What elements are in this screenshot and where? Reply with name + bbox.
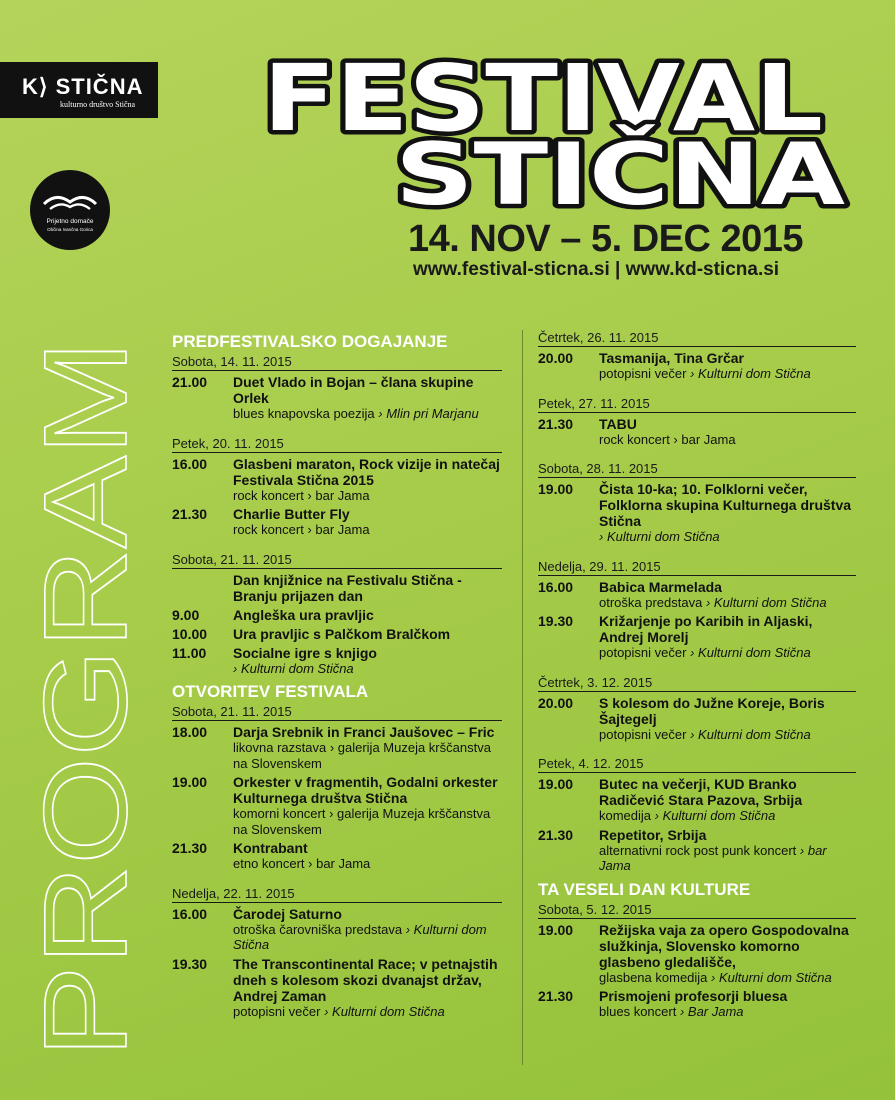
event-row bbox=[538, 579, 856, 611]
event-venue: › Kulturni dom Stična bbox=[711, 969, 832, 985]
day-heading: Petek, 4. 12. 2015 bbox=[538, 756, 856, 773]
event-description bbox=[599, 595, 856, 611]
event-description bbox=[599, 529, 856, 545]
event-body bbox=[233, 774, 502, 837]
event-description bbox=[233, 740, 502, 771]
event-type: blues knapovska poezija bbox=[233, 406, 375, 421]
event-body bbox=[233, 506, 502, 538]
event-type: blues koncert bbox=[599, 1004, 677, 1019]
event-description bbox=[233, 406, 502, 422]
event-title: Repetitor, Srbija bbox=[599, 826, 707, 843]
event-time: 19.30 bbox=[172, 955, 208, 972]
event-row bbox=[172, 724, 502, 771]
event-title: Tasmanija, Tina Grčar bbox=[599, 350, 744, 366]
column-divider bbox=[522, 330, 523, 1065]
event-row bbox=[172, 607, 502, 623]
day-heading: Četrtek, 3. 12. 2015 bbox=[538, 675, 856, 692]
event-body bbox=[599, 579, 856, 611]
program-label-text: PROGRAM bbox=[20, 448, 139, 1058]
event-venue: › Kulturni dom Stična bbox=[654, 808, 776, 823]
event-time: 20.00 bbox=[538, 694, 574, 711]
event-row bbox=[538, 776, 856, 824]
event-description bbox=[599, 808, 856, 824]
event-title: Glasbeni maraton, Rock vizije in natečaj Festivala Stična 2015 bbox=[233, 455, 500, 488]
event-description bbox=[599, 432, 856, 448]
event-time: 9.00 bbox=[172, 606, 200, 623]
event-venue: › Kulturni dom Stična bbox=[705, 594, 827, 610]
event-title: Čista 10-ka; 10. Folklorni večer, Folklorna skupina Kulturnega društva Stična bbox=[599, 481, 852, 529]
day-heading: Petek, 20. 11. 2015 bbox=[172, 436, 502, 453]
event-body bbox=[233, 626, 502, 642]
event-type: potopisni večer bbox=[599, 645, 687, 660]
event-body bbox=[233, 956, 502, 1020]
event-row bbox=[172, 626, 502, 642]
event-time: 21.00 bbox=[172, 374, 208, 390]
event-type: komorni koncert › galerija Muzeja krščanstva na Slovenskem bbox=[233, 806, 491, 837]
event-type: etno koncert › bar Jama bbox=[233, 856, 371, 871]
event-type: komedija bbox=[599, 808, 652, 823]
event-time: 16.00 bbox=[538, 578, 574, 595]
event-time bbox=[172, 572, 233, 604]
event-venue: › Mlin pri Marjanu bbox=[378, 406, 479, 421]
event-title: Babica Marmelada bbox=[599, 578, 722, 595]
event-row bbox=[172, 906, 502, 953]
festival-dates: 14. NOV – 5. DEC 2015 bbox=[408, 218, 804, 260]
event-row bbox=[172, 456, 502, 504]
event-title: S kolesom do Južne Koreje, Boris Šajtegelj bbox=[599, 694, 825, 727]
event-row bbox=[538, 613, 856, 661]
event-body bbox=[599, 922, 856, 986]
event-venue: › Kulturni dom Stična bbox=[690, 726, 811, 742]
event-time: 10.00 bbox=[172, 625, 208, 642]
round-logo-line2: Občina Ivančna Gorica bbox=[47, 227, 93, 232]
event-title: TABU bbox=[599, 415, 637, 432]
event-body bbox=[599, 613, 856, 661]
prijetno-domace-logo bbox=[30, 170, 110, 250]
event-time: 19.00 bbox=[172, 774, 208, 790]
event-title: Prismojeni profesorji bluesa bbox=[599, 988, 788, 1004]
event-description bbox=[233, 522, 502, 538]
event-time: 11.00 bbox=[172, 644, 207, 661]
event-title: Darja Srebnik in Franci Jaušovec – Fric bbox=[233, 724, 495, 740]
event-body bbox=[599, 776, 856, 824]
event-description bbox=[599, 727, 856, 743]
event-description bbox=[599, 645, 856, 661]
event-description bbox=[233, 488, 502, 504]
event-time: 20.00 bbox=[538, 350, 574, 366]
event-title: Charlie Butter Fly bbox=[233, 506, 350, 522]
event-description bbox=[599, 843, 856, 874]
section-heading: PREDFESTIVALSKO DOGAJANJE bbox=[172, 332, 448, 351]
event-title: Angleška ura pravljic bbox=[233, 606, 374, 623]
event-time: 19.00 bbox=[538, 921, 574, 938]
event-body bbox=[233, 607, 502, 623]
event-title: Socialne igre s knjigo bbox=[233, 644, 377, 661]
event-body bbox=[599, 350, 856, 382]
event-time: 19.00 bbox=[538, 481, 574, 497]
event-row bbox=[538, 827, 856, 874]
event-title: Križarjenje po Karibih in Aljaski, Andrej Morelj bbox=[599, 613, 813, 645]
event-description bbox=[599, 366, 856, 382]
event-type: rock koncert › bar Jama bbox=[233, 487, 370, 503]
event-time: 19.00 bbox=[538, 776, 574, 792]
event-row bbox=[538, 350, 856, 382]
event-time: 21.30 bbox=[172, 506, 208, 522]
event-title: Butec na večerji, KUD Branko Radičević Stara Pazova, Srbija bbox=[599, 776, 803, 808]
day-heading: Sobota, 14. 11. 2015 bbox=[172, 354, 502, 371]
event-row bbox=[172, 645, 502, 677]
event-body bbox=[233, 456, 502, 504]
program-right-column bbox=[538, 330, 856, 1020]
event-type: otroška čarovniška predstava bbox=[233, 921, 403, 937]
event-venue: › Kulturni dom Stična bbox=[233, 660, 354, 676]
event-row bbox=[538, 416, 856, 448]
day-heading: Četrtek, 26. 11. 2015 bbox=[538, 330, 856, 347]
event-type: rock koncert › bar Jama bbox=[599, 431, 736, 447]
bird-wave-icon bbox=[42, 190, 98, 212]
event-title: Ura pravljic s Palčkom Bralčkom bbox=[233, 625, 451, 642]
event-description bbox=[599, 970, 856, 986]
event-time: 21.30 bbox=[172, 840, 208, 856]
event-venue: › bar Jama bbox=[599, 842, 827, 873]
event-venue: › Bar Jama bbox=[679, 1004, 744, 1019]
day-heading: Petek, 27. 11. 2015 bbox=[538, 396, 856, 413]
day-heading: Nedelja, 22. 11. 2015 bbox=[172, 886, 502, 903]
kd-logo-title: K⟩ STIČNA bbox=[22, 74, 144, 99]
day-heading: Sobota, 21. 11. 2015 bbox=[172, 552, 502, 569]
event-row bbox=[538, 922, 856, 986]
event-row bbox=[172, 956, 502, 1020]
event-body bbox=[599, 481, 856, 545]
section-heading: TA VESELI DAN KULTURE bbox=[538, 879, 751, 899]
event-venue: › Kulturni dom Stična bbox=[690, 645, 811, 660]
festival-websites: www.festival-sticna.si | www.kd-sticna.si bbox=[413, 259, 780, 280]
event-type: potopisni večer bbox=[599, 726, 687, 742]
event-row bbox=[538, 695, 856, 743]
event-type: potopisni večer bbox=[599, 366, 687, 381]
event-time: 19.30 bbox=[538, 613, 574, 629]
event-venue: › Kulturni dom Stična bbox=[599, 529, 720, 544]
event-type: alternativni rock post punk koncert bbox=[599, 842, 797, 858]
section-heading: OTVORITEV FESTIVALA bbox=[172, 682, 369, 701]
event-description bbox=[233, 661, 502, 677]
event-type: rock koncert › bar Jama bbox=[233, 522, 370, 537]
event-title: Duet Vlado in Bojan – člana skupine Orlek bbox=[233, 374, 474, 406]
event-row bbox=[172, 506, 502, 538]
event-body bbox=[599, 827, 856, 874]
event-row bbox=[538, 481, 856, 545]
event-description bbox=[599, 1004, 856, 1020]
event-time: 18.00 bbox=[172, 724, 208, 740]
festival-word2: STIČNA bbox=[395, 125, 750, 213]
event-description bbox=[233, 1004, 502, 1020]
event-type: likovna razstava › galerija Muzeja krščanstva na Slovenskem bbox=[233, 740, 491, 771]
event-body bbox=[233, 906, 502, 953]
event-type: glasbena komedija bbox=[599, 969, 708, 985]
event-title: Čarodej Saturno bbox=[233, 905, 342, 922]
event-body bbox=[233, 374, 502, 422]
event-description bbox=[233, 922, 502, 953]
festival-title bbox=[255, 48, 865, 213]
day-heading: Sobota, 28. 11. 2015 bbox=[538, 461, 856, 478]
program-label bbox=[14, 338, 139, 1060]
day-heading: Sobota, 21. 11. 2015 bbox=[172, 704, 502, 721]
event-type: otroška predstava bbox=[599, 594, 703, 610]
event-title: Režijska vaja za opero Gospodovalna služkinja, Slovensko komorno glasbeno gledališče, bbox=[599, 921, 849, 970]
event-title: Kontrabant bbox=[233, 840, 308, 856]
event-description bbox=[233, 806, 502, 837]
event-time: 21.30 bbox=[538, 988, 574, 1004]
event-title: The Transcontinental Race; v petnajstih dneh s kolesom skozi dvanajst držav, Andrej Zaman bbox=[233, 955, 498, 1004]
festival-word1: FESTIVAL bbox=[263, 48, 823, 152]
event-body bbox=[599, 416, 856, 448]
event-venue: › Kulturni dom Stična bbox=[233, 921, 487, 952]
event-body bbox=[233, 572, 502, 604]
event-time: 21.30 bbox=[538, 826, 574, 843]
event-row bbox=[538, 988, 856, 1020]
event-time: 16.00 bbox=[172, 905, 208, 922]
event-body bbox=[599, 988, 856, 1020]
event-body bbox=[599, 695, 856, 743]
event-body bbox=[233, 724, 502, 771]
program-left-column bbox=[172, 332, 502, 1019]
event-row bbox=[172, 572, 502, 604]
day-heading: Sobota, 5. 12. 2015 bbox=[538, 902, 856, 919]
event-body bbox=[233, 645, 502, 677]
event-title: Orkester v fragmentih, Godalni orkester Kulturnega društva Stična bbox=[233, 774, 498, 806]
event-description bbox=[233, 856, 502, 872]
kd-sticna-logo bbox=[0, 62, 158, 118]
event-type: potopisni večer bbox=[233, 1003, 321, 1019]
day-heading: Nedelja, 29. 11. 2015 bbox=[538, 559, 856, 576]
round-logo-line1: Prijetno domače bbox=[46, 218, 94, 225]
event-row bbox=[172, 774, 502, 837]
event-title: Dan knjižnice na Festivalu Stična - Branju prijazen dan bbox=[233, 571, 462, 604]
event-row bbox=[172, 374, 502, 422]
event-time: 16.00 bbox=[172, 455, 208, 472]
event-body bbox=[233, 840, 502, 872]
event-time: 21.30 bbox=[538, 415, 574, 432]
event-row bbox=[172, 840, 502, 872]
event-venue: › Kulturni dom Stična bbox=[324, 1003, 445, 1019]
kd-logo-subtitle: kulturno društvo Stična bbox=[60, 100, 136, 109]
event-venue: › Kulturni dom Stična bbox=[690, 366, 811, 381]
